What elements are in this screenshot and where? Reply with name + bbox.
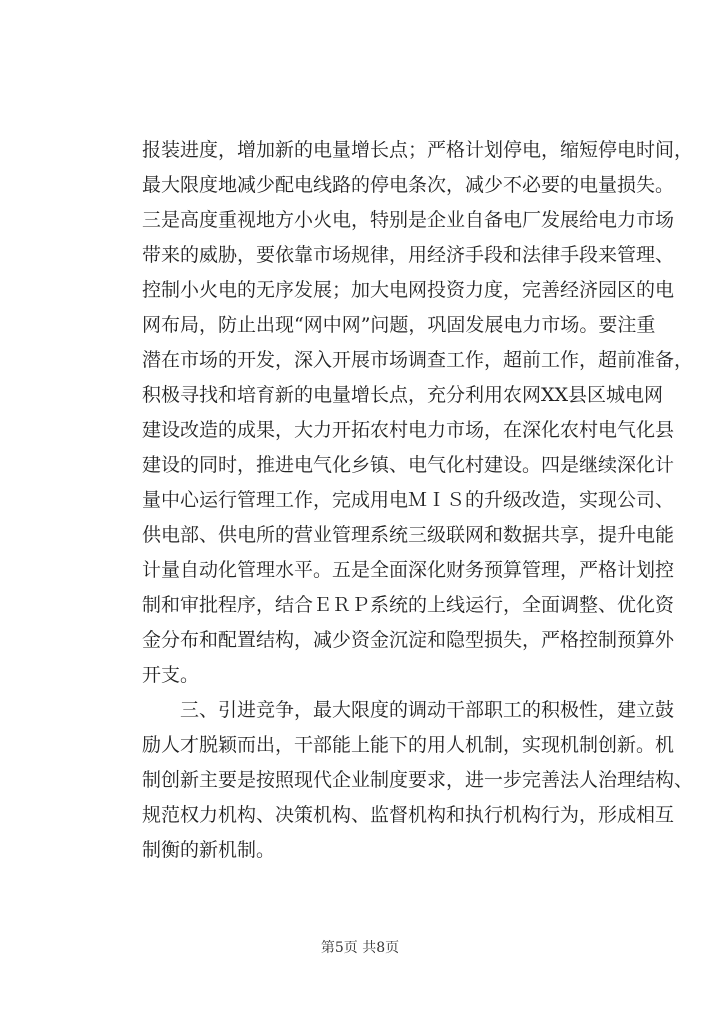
- text-line: 制衡的新机制。: [142, 839, 276, 861]
- text-line: 三是高度重视地方小火电，特别是企业自备电厂发展给电力市场: [142, 209, 675, 231]
- text-line: 开支。: [142, 664, 200, 686]
- text-line: 建设的同时，推进电气化乡镇、电气化村建设。四是继续深化计: [142, 454, 675, 476]
- body-text: [142, 133, 694, 868]
- text-line: 报装进度，增加新的电量增长点；严格计划停电，缩短停电时间，: [142, 139, 694, 161]
- text-line: 金分布和配置结构，减少资金沉淀和隐型损失，严格控制预算外: [142, 629, 675, 651]
- page-number: 第5页 共8页: [320, 940, 400, 956]
- paragraph-start-line: 三、引进竞争，最大限度的调动干部职工的积极性，建立鼓: [142, 699, 675, 721]
- text-line: 建设改造的成果，大力开拓农村电力市场，在深化农村电气化县: [142, 419, 675, 441]
- text-line: 制和审批程序，结合ＥＲＰ系统的上线运行，全面调整、优化资: [142, 594, 675, 616]
- text-line: 制创新主要是按照现代企业制度要求，进一步完善法人治理结构、: [142, 769, 694, 791]
- text-line: 带来的威胁，要依靠市场规律，用经济手段和法律手段来管理、: [142, 244, 675, 266]
- text-line: 供电部、供电所的营业管理系统三级联网和数据共享，提升电能: [142, 524, 675, 546]
- text-line: 积极寻找和培育新的电量增长点，充分利用农网XX县区城电网: [142, 384, 664, 406]
- text-line: 网布局，防止出现“网中网”问题，巩固发展电力市场。要注重: [142, 314, 656, 336]
- page-footer: [0, 938, 720, 958]
- text-line: 潜在市场的开发，深入开展市场调查工作，超前工作，超前准备，: [142, 349, 694, 371]
- text-line: 最大限度地减少配电线路的停电条次，减少不必要的电量损失。: [142, 174, 675, 196]
- text-line: 量中心运行管理工作，完成用电ＭＩＳ的升级改造，实现公司、: [142, 489, 675, 511]
- text-line: 励人才脱颖而出，干部能上能下的用人机制，实现机制创新。机: [142, 734, 675, 756]
- text-line: 规范权力机构、决策机构、监督机构和执行机构行为，形成相互: [142, 804, 675, 826]
- text-line: 控制小火电的无序发展；加大电网投资力度，完善经济园区的电: [142, 279, 675, 301]
- text-line: 计量自动化管理水平。五是全面深化财务预算管理，严格计划控: [142, 559, 675, 581]
